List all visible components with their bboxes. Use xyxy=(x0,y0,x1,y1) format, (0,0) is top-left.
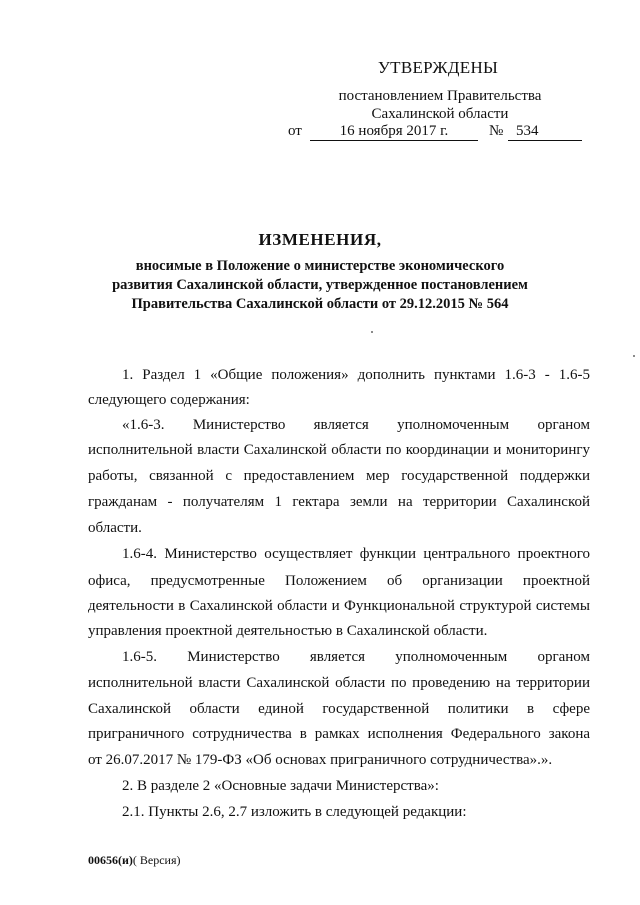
footer-code: 00656(и) xyxy=(88,853,133,867)
approval-title: УТВЕРЖДЕНЫ xyxy=(377,58,499,77)
body-line-5: работы, связанной с предоставлением мер государственной поддержки xyxy=(88,468,590,484)
body-line-16: от 26.07.2017 № 179-ФЗ «Об основах приграничного сотрудничества».». xyxy=(88,752,553,768)
body-line-9: офиса, предусмотренные Положением об организации проектной xyxy=(88,573,590,589)
footer-document-code xyxy=(88,853,181,868)
body-line-7: области. xyxy=(88,520,142,536)
body-line-4: исполнительной власти Сахалинской области по координации и мониторингу xyxy=(88,442,590,458)
body-line-18: 2.1. Пункты 2.6, 2.7 изложить в следующей редакции: xyxy=(122,804,467,820)
body-line-11: управления проектной деятельностью в Сахалинской области. xyxy=(88,623,488,639)
body-line-2: следующего содержания: xyxy=(88,392,250,408)
body-line-13: исполнительной власти Сахалинской области по проведению на территории xyxy=(88,675,590,691)
body-line-15: приграничного сотрудничества в рамках исполнения Федерального закона xyxy=(88,726,590,742)
approval-number: 534 xyxy=(508,123,582,141)
body-line-10: деятельности в Сахалинской области и Функциональной структурой системы xyxy=(88,598,590,614)
body-line-8: 1.6-4. Министерство осуществляет функции центрального проектного xyxy=(122,546,590,562)
scan-speck xyxy=(633,355,635,357)
heading-subtitle-line-3: Правительства Сахалинской области от 29.12.2015 № 564 xyxy=(131,296,509,312)
approval-from-label: от xyxy=(288,123,302,139)
body-line-17: 2. В разделе 2 «Основные задачи Министерства»: xyxy=(122,778,439,794)
approval-date: 16 ноября 2017 г. xyxy=(310,123,478,141)
document-heading: ИЗМЕНЕНИЯ, xyxy=(258,230,382,249)
approval-decree-line-2: Сахалинской области xyxy=(371,106,509,122)
heading-subtitle-line-1: вносимые в Положение о министерстве экономического xyxy=(135,258,505,274)
body-line-3: «1.6-3. Министерство является уполномоченным органом xyxy=(122,417,590,433)
body-line-1: 1. Раздел 1 «Общие положения» дополнить пунктами 1.6-3 - 1.6-5 xyxy=(122,367,590,383)
footer-version: ( Версия) xyxy=(132,853,181,867)
approval-decree-line-1: постановлением Правительства xyxy=(338,88,542,104)
scan-speck xyxy=(371,331,373,333)
body-line-12: 1.6-5. Министерство является уполномоченным органом xyxy=(122,649,590,665)
approval-number-label: № xyxy=(489,123,504,139)
body-line-6: гражданам - получателям 1 гектара земли на территории Сахалинской xyxy=(88,494,590,510)
body-line-14: Сахалинской области единой государственной политики в сфере xyxy=(88,701,590,717)
heading-subtitle-line-2: развития Сахалинской области, утвержденное постановлением xyxy=(112,277,528,293)
